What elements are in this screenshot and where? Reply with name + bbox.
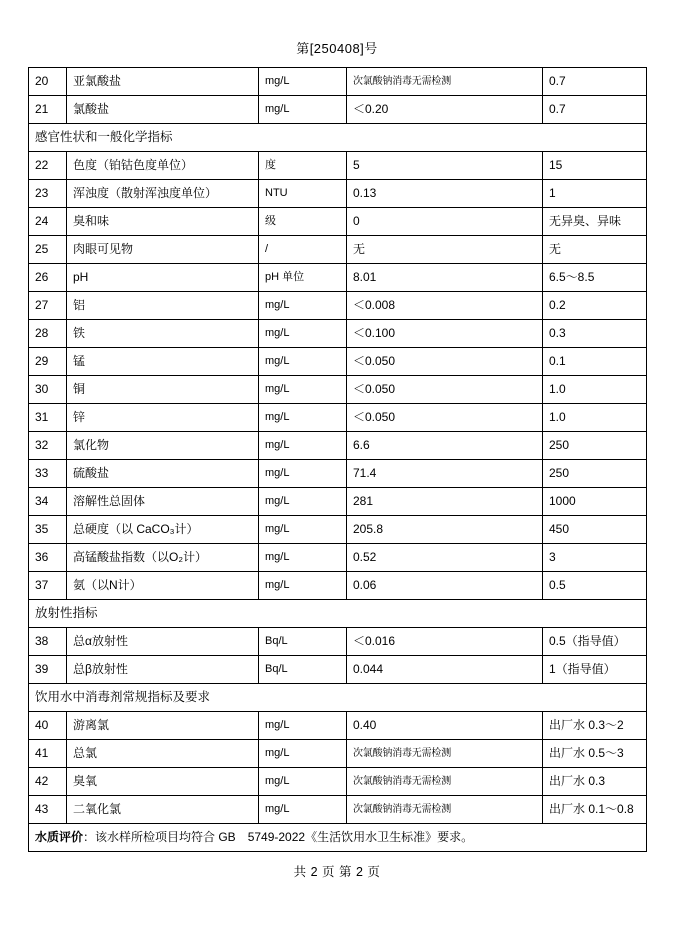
row-unit: mg/L bbox=[259, 348, 347, 376]
row-unit: mg/L bbox=[259, 432, 347, 460]
row-item-name: 氯化物 bbox=[67, 432, 259, 460]
evaluation-cell bbox=[29, 824, 647, 852]
row-result: 281 bbox=[347, 488, 543, 516]
evaluation-text: ：该水样所检项目均符合 GB 5749-2022《生活饮用水卫生标准》要求。 bbox=[83, 829, 474, 844]
row-item-name: 总氯 bbox=[67, 740, 259, 768]
row-limit: 0.7 bbox=[543, 96, 647, 124]
row-limit: 250 bbox=[543, 432, 647, 460]
table-row bbox=[29, 712, 647, 740]
row-result: ＜0.016 bbox=[347, 628, 543, 656]
row-number: 32 bbox=[29, 432, 67, 460]
table-row bbox=[29, 376, 647, 404]
row-unit: NTU bbox=[259, 180, 347, 208]
page-footer: 共 2 页 第 2 页 bbox=[293, 865, 381, 879]
row-limit: 1（指导值） bbox=[543, 656, 647, 684]
row-unit: mg/L bbox=[259, 796, 347, 824]
row-limit: 出厂水 0.3 bbox=[543, 768, 647, 796]
row-unit: mg/L bbox=[259, 320, 347, 348]
row-number: 25 bbox=[29, 236, 67, 264]
row-unit: mg/L bbox=[259, 460, 347, 488]
row-number: 31 bbox=[29, 404, 67, 432]
row-number: 26 bbox=[29, 264, 67, 292]
evaluation-row bbox=[29, 824, 647, 852]
row-result: ＜0.050 bbox=[347, 404, 543, 432]
evaluation-label: 水质评价 bbox=[35, 829, 84, 844]
row-number: 21 bbox=[29, 96, 67, 124]
row-unit: mg/L bbox=[259, 516, 347, 544]
row-result: 次氯酸钠消毒无需检测 bbox=[347, 68, 543, 96]
table-row bbox=[29, 348, 647, 376]
row-limit: 出厂水 0.3～2 bbox=[543, 712, 647, 740]
table-row bbox=[29, 96, 647, 124]
table-row bbox=[29, 656, 647, 684]
document-number: 第[250408]号 bbox=[296, 41, 378, 56]
table-row bbox=[29, 544, 647, 572]
row-result: 无 bbox=[347, 236, 543, 264]
row-unit: 度 bbox=[259, 152, 347, 180]
row-item-name: 锰 bbox=[67, 348, 259, 376]
row-item-name: 肉眼可见物 bbox=[67, 236, 259, 264]
row-unit: mg/L bbox=[259, 712, 347, 740]
row-limit: 0.2 bbox=[543, 292, 647, 320]
row-result: ＜0.100 bbox=[347, 320, 543, 348]
row-limit: 1000 bbox=[543, 488, 647, 516]
row-result: ＜0.20 bbox=[347, 96, 543, 124]
row-unit: / bbox=[259, 236, 347, 264]
row-number: 38 bbox=[29, 628, 67, 656]
row-item-name: 氯酸盐 bbox=[67, 96, 259, 124]
row-item-name: 氨（以N计） bbox=[67, 572, 259, 600]
water-quality-table bbox=[28, 67, 647, 852]
row-unit: Bq/L bbox=[259, 628, 347, 656]
table-row bbox=[29, 404, 647, 432]
table-row bbox=[29, 628, 647, 656]
row-result: 0.044 bbox=[347, 656, 543, 684]
row-limit: 出厂水 0.1～0.8 bbox=[543, 796, 647, 824]
row-item-name: 游离氯 bbox=[67, 712, 259, 740]
row-number: 24 bbox=[29, 208, 67, 236]
row-limit: 0.3 bbox=[543, 320, 647, 348]
table-row bbox=[29, 460, 647, 488]
table-section-row bbox=[29, 600, 647, 628]
row-unit: mg/L bbox=[259, 292, 347, 320]
row-result: 8.01 bbox=[347, 264, 543, 292]
row-limit: 1 bbox=[543, 180, 647, 208]
table-row bbox=[29, 488, 647, 516]
row-item-name: 锌 bbox=[67, 404, 259, 432]
row-number: 27 bbox=[29, 292, 67, 320]
row-unit: mg/L bbox=[259, 488, 347, 516]
table-row bbox=[29, 208, 647, 236]
row-result: 0.40 bbox=[347, 712, 543, 740]
row-number: 34 bbox=[29, 488, 67, 516]
row-item-name: 总硬度（以 CaCO₃计） bbox=[67, 516, 259, 544]
row-limit: 无 bbox=[543, 236, 647, 264]
row-item-name: 臭氧 bbox=[67, 768, 259, 796]
row-number: 20 bbox=[29, 68, 67, 96]
table-row bbox=[29, 740, 647, 768]
row-number: 29 bbox=[29, 348, 67, 376]
table-row bbox=[29, 236, 647, 264]
row-unit: mg/L bbox=[259, 740, 347, 768]
row-item-name: 铁 bbox=[67, 320, 259, 348]
row-result: 71.4 bbox=[347, 460, 543, 488]
row-unit: mg/L bbox=[259, 68, 347, 96]
table-section-row bbox=[29, 124, 647, 152]
table-row bbox=[29, 292, 647, 320]
row-item-name: 浑浊度（散射浑浊度单位） bbox=[67, 180, 259, 208]
row-number: 35 bbox=[29, 516, 67, 544]
row-item-name: 高锰酸盐指数（以O₂计） bbox=[67, 544, 259, 572]
row-item-name: 总α放射性 bbox=[67, 628, 259, 656]
row-result: 0.13 bbox=[347, 180, 543, 208]
row-item-name: 总β放射性 bbox=[67, 656, 259, 684]
row-result: 0.06 bbox=[347, 572, 543, 600]
row-limit: 6.5～8.5 bbox=[543, 264, 647, 292]
row-limit: 0.7 bbox=[543, 68, 647, 96]
row-result: 205.8 bbox=[347, 516, 543, 544]
section-title: 放射性指标 bbox=[29, 600, 647, 628]
row-item-name: pH bbox=[67, 264, 259, 292]
row-unit: mg/L bbox=[259, 768, 347, 796]
row-unit: mg/L bbox=[259, 376, 347, 404]
row-result: 6.6 bbox=[347, 432, 543, 460]
row-item-name: 色度（铂钴色度单位） bbox=[67, 152, 259, 180]
section-title: 感官性状和一般化学指标 bbox=[29, 124, 647, 152]
row-item-name: 亚氯酸盐 bbox=[67, 68, 259, 96]
row-result: 次氯酸钠消毒无需检测 bbox=[347, 740, 543, 768]
row-limit: 0.5 bbox=[543, 572, 647, 600]
row-unit: pH 单位 bbox=[259, 264, 347, 292]
row-number: 23 bbox=[29, 180, 67, 208]
row-unit: mg/L bbox=[259, 572, 347, 600]
table-row bbox=[29, 572, 647, 600]
row-number: 22 bbox=[29, 152, 67, 180]
row-result: 次氯酸钠消毒无需检测 bbox=[347, 796, 543, 824]
row-result: ＜0.050 bbox=[347, 376, 543, 404]
table-row bbox=[29, 152, 647, 180]
row-item-name: 臭和味 bbox=[67, 208, 259, 236]
row-limit: 1.0 bbox=[543, 404, 647, 432]
row-unit: mg/L bbox=[259, 96, 347, 124]
row-number: 40 bbox=[29, 712, 67, 740]
row-limit: 0.1 bbox=[543, 348, 647, 376]
table-row bbox=[29, 796, 647, 824]
table-row bbox=[29, 768, 647, 796]
row-number: 28 bbox=[29, 320, 67, 348]
row-number: 33 bbox=[29, 460, 67, 488]
section-title: 饮用水中消毒剂常规指标及要求 bbox=[29, 684, 647, 712]
row-unit: 级 bbox=[259, 208, 347, 236]
row-number: 42 bbox=[29, 768, 67, 796]
table-row bbox=[29, 68, 647, 96]
row-number: 37 bbox=[29, 572, 67, 600]
row-unit: mg/L bbox=[259, 544, 347, 572]
row-item-name: 硫酸盐 bbox=[67, 460, 259, 488]
table-row bbox=[29, 432, 647, 460]
row-limit: 15 bbox=[543, 152, 647, 180]
row-item-name: 二氧化氯 bbox=[67, 796, 259, 824]
row-limit: 无异臭、异味 bbox=[543, 208, 647, 236]
table-section-row bbox=[29, 684, 647, 712]
row-limit: 3 bbox=[543, 544, 647, 572]
row-result: 5 bbox=[347, 152, 543, 180]
row-item-name: 铜 bbox=[67, 376, 259, 404]
row-limit: 450 bbox=[543, 516, 647, 544]
row-limit: 250 bbox=[543, 460, 647, 488]
table-row bbox=[29, 320, 647, 348]
table-row bbox=[29, 516, 647, 544]
table-row bbox=[29, 264, 647, 292]
row-number: 36 bbox=[29, 544, 67, 572]
row-item-name: 溶解性总固体 bbox=[67, 488, 259, 516]
row-number: 39 bbox=[29, 656, 67, 684]
row-limit: 0.5（指导值） bbox=[543, 628, 647, 656]
row-number: 41 bbox=[29, 740, 67, 768]
row-number: 43 bbox=[29, 796, 67, 824]
row-result: 次氯酸钠消毒无需检测 bbox=[347, 768, 543, 796]
table-row bbox=[29, 180, 647, 208]
row-limit: 1.0 bbox=[543, 376, 647, 404]
row-unit: mg/L bbox=[259, 404, 347, 432]
row-item-name: 铝 bbox=[67, 292, 259, 320]
row-unit: Bq/L bbox=[259, 656, 347, 684]
row-limit: 出厂水 0.5～3 bbox=[543, 740, 647, 768]
row-result: 0 bbox=[347, 208, 543, 236]
row-number: 30 bbox=[29, 376, 67, 404]
row-result: ＜0.008 bbox=[347, 292, 543, 320]
row-result: ＜0.050 bbox=[347, 348, 543, 376]
row-result: 0.52 bbox=[347, 544, 543, 572]
